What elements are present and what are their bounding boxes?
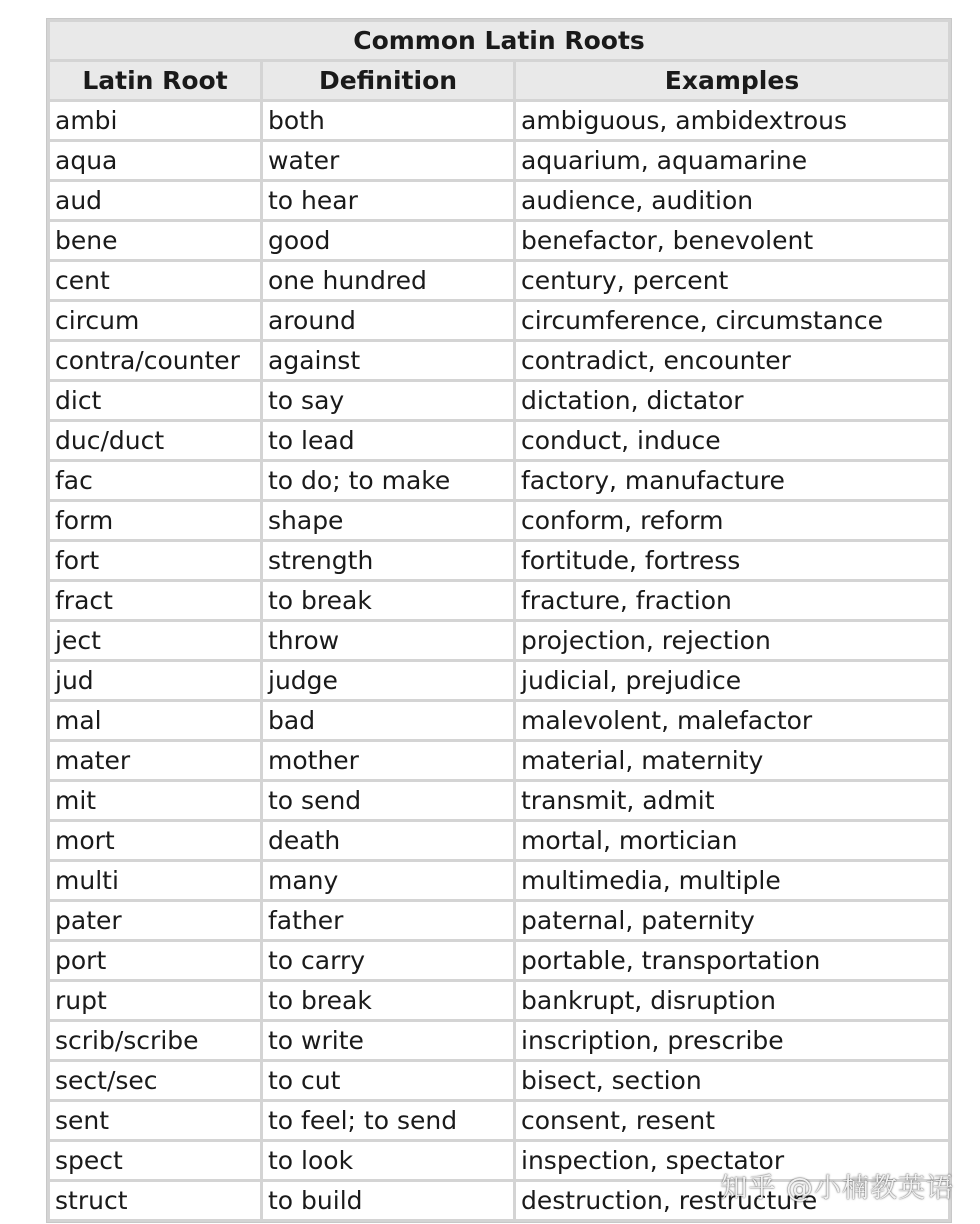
column-header-examples: Examples [516,62,948,99]
table-row [50,542,948,579]
cell-definition: to break [263,582,513,619]
table-row [50,622,948,659]
cell-definition: both [263,102,513,139]
cell-latin-root: multi [50,862,260,899]
cell-latin-root: ambi [50,102,260,139]
cell-examples: multimedia, multiple [516,862,948,899]
cell-definition: around [263,302,513,339]
cell-definition: throw [263,622,513,659]
table-row [50,822,948,859]
cell-latin-root: port [50,942,260,979]
cell-latin-root: fort [50,542,260,579]
cell-definition: father [263,902,513,939]
cell-examples: judicial, prejudice [516,662,948,699]
cell-definition: to write [263,1022,513,1059]
cell-definition: to look [263,1142,513,1179]
cell-examples: transmit, admit [516,782,948,819]
cell-examples: conduct, induce [516,422,948,459]
table-row [50,1022,948,1059]
table-row [50,782,948,819]
table-row [50,462,948,499]
table-row [50,502,948,539]
table-row [50,102,948,139]
cell-latin-root: aud [50,182,260,219]
cell-definition: bad [263,702,513,739]
cell-examples: projection, rejection [516,622,948,659]
cell-latin-root: mal [50,702,260,739]
cell-definition: many [263,862,513,899]
cell-definition: to cut [263,1062,513,1099]
cell-latin-root: duc/duct [50,422,260,459]
cell-examples: factory, manufacture [516,462,948,499]
table-row [50,702,948,739]
table-title: Common Latin Roots [50,22,948,59]
cell-definition: to break [263,982,513,1019]
cell-examples: fortitude, fortress [516,542,948,579]
cell-latin-root: aqua [50,142,260,179]
cell-latin-root: fract [50,582,260,619]
table-row [50,582,948,619]
cell-examples: malevolent, malefactor [516,702,948,739]
cell-latin-root: struct [50,1182,260,1219]
table-row [50,662,948,699]
cell-examples: paternal, paternity [516,902,948,939]
cell-latin-root: fac [50,462,260,499]
cell-latin-root: scrib/scribe [50,1022,260,1059]
cell-examples: portable, transportation [516,942,948,979]
table-row [50,1102,948,1139]
table-row [50,742,948,779]
table-body [50,102,948,1219]
cell-latin-root: sent [50,1102,260,1139]
cell-definition: to carry [263,942,513,979]
cell-definition: judge [263,662,513,699]
cell-latin-root: mater [50,742,260,779]
cell-examples: bisect, section [516,1062,948,1099]
latin-roots-table [46,18,952,1223]
cell-latin-root: pater [50,902,260,939]
cell-examples: century, percent [516,262,948,299]
cell-examples: ambiguous, ambidextrous [516,102,948,139]
cell-latin-root: contra/counter [50,342,260,379]
cell-latin-root: spect [50,1142,260,1179]
cell-definition: to build [263,1182,513,1219]
cell-definition: to say [263,382,513,419]
cell-examples: material, maternity [516,742,948,779]
table-title-row [50,22,948,59]
cell-latin-root: cent [50,262,260,299]
table-row [50,942,948,979]
cell-latin-root: ject [50,622,260,659]
table-row [50,1142,948,1179]
cell-definition: good [263,222,513,259]
cell-definition: against [263,342,513,379]
table-row [50,862,948,899]
column-header-definition: Definition [263,62,513,99]
cell-examples: circumference, circumstance [516,302,948,339]
cell-examples: dictation, dictator [516,382,948,419]
cell-latin-root: jud [50,662,260,699]
column-header-latin-root: Latin Root [50,62,260,99]
cell-examples: mortal, mortician [516,822,948,859]
table-row [50,902,948,939]
table-row [50,1062,948,1099]
cell-examples: benefactor, benevolent [516,222,948,259]
table-row [50,182,948,219]
cell-latin-root: dict [50,382,260,419]
cell-latin-root: sect/sec [50,1062,260,1099]
cell-definition: to hear [263,182,513,219]
table-row [50,1182,948,1219]
table-row [50,382,948,419]
cell-latin-root: mort [50,822,260,859]
cell-latin-root: rupt [50,982,260,1019]
table-row [50,302,948,339]
table-row [50,422,948,459]
table-row [50,262,948,299]
latin-roots-table-container [46,18,952,1223]
cell-latin-root: form [50,502,260,539]
cell-latin-root: bene [50,222,260,259]
cell-examples: audience, audition [516,182,948,219]
cell-latin-root: mit [50,782,260,819]
watermark-text: 知乎 @小楠教英语 [720,1173,954,1204]
cell-definition: to feel; to send [263,1102,513,1139]
cell-examples: inspection, spectator [516,1142,948,1179]
table-row [50,142,948,179]
cell-definition: shape [263,502,513,539]
cell-examples: conform, reform [516,502,948,539]
cell-definition: to lead [263,422,513,459]
cell-definition: one hundred [263,262,513,299]
cell-examples: contradict, encounter [516,342,948,379]
cell-examples: aquarium, aquamarine [516,142,948,179]
cell-examples: consent, resent [516,1102,948,1139]
cell-definition: to send [263,782,513,819]
table-row [50,982,948,1019]
cell-definition: mother [263,742,513,779]
cell-examples: bankrupt, disruption [516,982,948,1019]
cell-definition: strength [263,542,513,579]
table-row [50,222,948,259]
table-header-row [50,62,948,99]
cell-definition: water [263,142,513,179]
table-row [50,342,948,379]
cell-definition: to do; to make [263,462,513,499]
cell-latin-root: circum [50,302,260,339]
cell-definition: death [263,822,513,859]
cell-examples: inscription, prescribe [516,1022,948,1059]
cell-examples: fracture, fraction [516,582,948,619]
cell-examples: destruction, restructure [516,1182,948,1219]
